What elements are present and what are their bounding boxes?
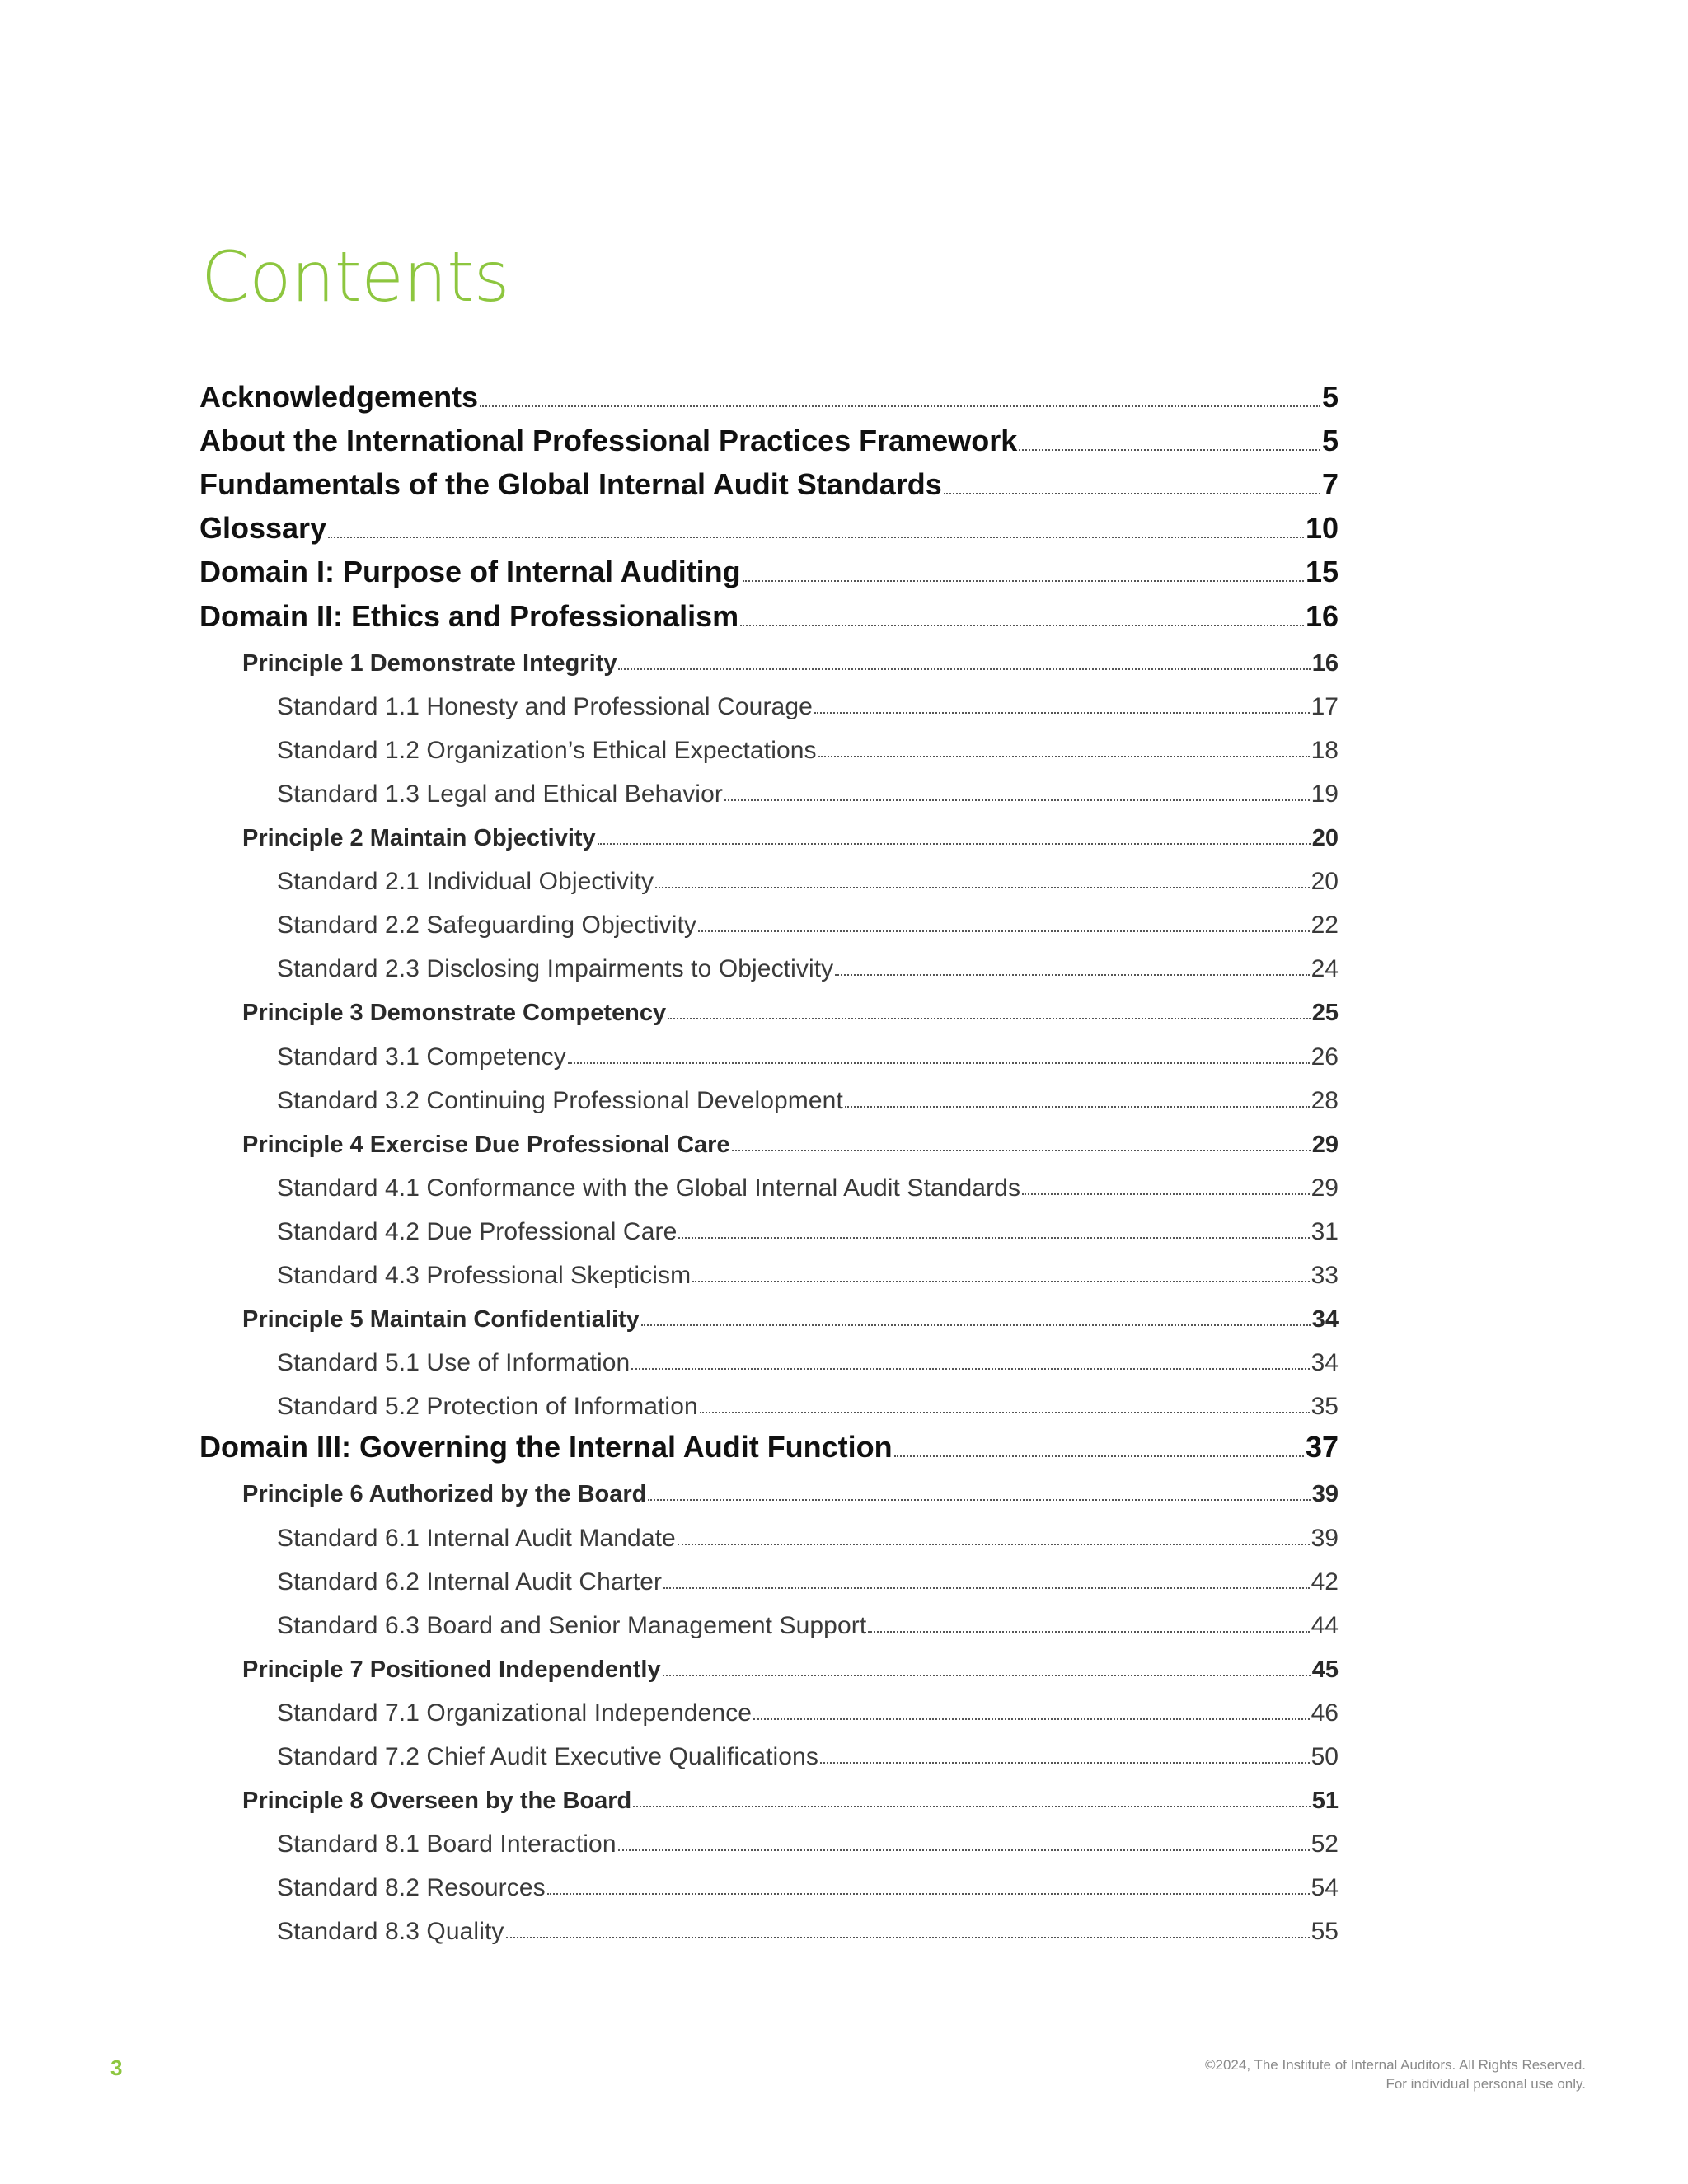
dot-leader xyxy=(818,756,1310,757)
toc-entry-standard[interactable] xyxy=(199,1165,1339,1209)
toc-entry-page-number: 37 xyxy=(1305,1430,1339,1465)
toc-entry-standard[interactable] xyxy=(199,1078,1339,1122)
toc-entry-principle[interactable] xyxy=(199,640,1339,684)
page-number: 3 xyxy=(110,2055,123,2080)
toc-entry-page-number: 39 xyxy=(1311,1524,1339,1552)
toc-entry-label: Standard 6.3 Board and Senior Management Support xyxy=(277,1611,867,1639)
toc-entry-page-number: 34 xyxy=(1311,1306,1339,1333)
toc-entry-page-number: 5 xyxy=(1321,424,1339,458)
toc-entry-label: Principle 6 Authorized by the Board xyxy=(242,1481,647,1508)
dot-leader xyxy=(568,1062,1310,1064)
toc-entry-page-number: 54 xyxy=(1311,1874,1339,1902)
toc-entry-domain[interactable] xyxy=(199,377,1339,421)
toc-entry-label: Standard 2.1 Individual Objectivity xyxy=(277,868,654,896)
dot-leader xyxy=(1019,449,1320,451)
dot-leader xyxy=(678,1544,1310,1545)
copyright-notice xyxy=(1205,2055,1586,2093)
toc-entry-standard[interactable] xyxy=(199,1340,1339,1384)
toc-entry-label: Standard 5.1 Use of Information xyxy=(277,1349,631,1377)
dot-leader xyxy=(700,1412,1310,1413)
toc-entry-standard[interactable] xyxy=(199,1209,1339,1253)
dot-leader xyxy=(820,1762,1310,1764)
toc-entry-label: Standard 1.2 Organization’s Ethical Expectations xyxy=(277,736,817,764)
toc-entry-page-number: 46 xyxy=(1311,1699,1339,1727)
toc-entry-label: Principle 7 Positioned Independently xyxy=(242,1656,661,1683)
copyright-line: ©2024, The Institute of Internal Auditors. All Rights Reserved. xyxy=(1204,2057,1586,2073)
toc-entry-label: Standard 5.2 Protection of Information xyxy=(277,1393,698,1421)
toc-entry-label: Standard 4.2 Due Professional Care xyxy=(277,1217,678,1245)
dot-leader xyxy=(944,493,1320,494)
toc-entry-label: Principle 1 Demonstrate Integrity xyxy=(242,649,617,677)
toc-entry-page-number: 16 xyxy=(1305,598,1339,633)
dot-leader xyxy=(894,1455,1304,1457)
toc-entry-label: Standard 2.2 Safeguarding Objectivity xyxy=(277,912,697,940)
toc-entry-standard[interactable] xyxy=(199,1821,1339,1865)
dot-leader xyxy=(663,1587,1310,1589)
toc-entry-label: Domain III: Governing the Internal Audit Function xyxy=(199,1430,893,1465)
dot-leader xyxy=(740,625,1304,626)
toc-entry-principle[interactable] xyxy=(199,1778,1339,1821)
toc-entry-page-number: 42 xyxy=(1311,1568,1339,1596)
usage-notice: For individual personal use only. xyxy=(1386,2076,1586,2092)
toc-entry-principle[interactable] xyxy=(199,815,1339,859)
toc-entry-label: Acknowledgements xyxy=(199,380,479,415)
toc-entry-label: Domain I: Purpose of Internal Auditing xyxy=(199,555,741,589)
dot-leader xyxy=(868,1631,1309,1633)
toc-entry-page-number: 24 xyxy=(1311,955,1339,983)
toc-entry-standard[interactable] xyxy=(199,1559,1339,1603)
toc-entry-standard[interactable] xyxy=(199,1690,1339,1734)
toc-entry-standard[interactable] xyxy=(199,1515,1339,1558)
toc-entry-page-number: 34 xyxy=(1311,1349,1339,1377)
toc-entry-label: Glossary xyxy=(199,511,327,546)
dot-leader xyxy=(668,1018,1311,1019)
toc-entry-standard[interactable] xyxy=(199,771,1339,815)
dot-leader xyxy=(753,1718,1310,1720)
dot-leader xyxy=(814,712,1310,714)
toc-entry-page-number: 45 xyxy=(1311,1656,1339,1683)
dot-leader xyxy=(547,1893,1310,1895)
toc-entry-standard[interactable] xyxy=(199,1603,1339,1647)
dot-leader xyxy=(618,668,1310,670)
dot-leader xyxy=(648,1499,1310,1501)
dot-leader xyxy=(678,1237,1309,1239)
toc-entry-standard[interactable] xyxy=(199,728,1339,771)
dot-leader xyxy=(732,1150,1311,1151)
dot-leader xyxy=(724,799,1310,801)
page-title: Contents xyxy=(201,237,509,317)
toc-entry-standard[interactable] xyxy=(199,1253,1339,1296)
toc-entry-page-number: 51 xyxy=(1311,1788,1339,1815)
dot-leader xyxy=(698,930,1310,932)
toc-entry-page-number: 52 xyxy=(1311,1830,1339,1858)
toc-entry-label: Domain II: Ethics and Professionalism xyxy=(199,598,739,633)
toc-entry-page-number: 10 xyxy=(1305,511,1339,546)
toc-entry-page-number: 31 xyxy=(1311,1217,1339,1245)
toc-entry-label: Principle 2 Maintain Objectivity xyxy=(242,825,596,852)
toc-entry-page-number: 18 xyxy=(1311,736,1339,764)
toc-entry-label: Standard 2.3 Disclosing Impairments to Objectivity xyxy=(277,955,834,983)
toc-entry-principle[interactable] xyxy=(199,1471,1339,1515)
toc-entry-domain[interactable] xyxy=(199,552,1339,596)
toc-entry-standard[interactable] xyxy=(199,859,1339,902)
toc-entry-page-number: 35 xyxy=(1311,1393,1339,1421)
toc-entry-label: Principle 3 Demonstrate Competency xyxy=(242,1000,667,1027)
toc-entry-page-number: 5 xyxy=(1321,380,1339,415)
toc-entry-principle[interactable] xyxy=(199,1296,1339,1340)
toc-entry-standard[interactable] xyxy=(199,1033,1339,1077)
toc-entry-label: Standard 7.1 Organizational Independence xyxy=(277,1699,753,1727)
dot-leader xyxy=(835,974,1309,976)
toc-entry-page-number: 29 xyxy=(1311,1174,1339,1202)
toc-entry-label: Principle 8 Overseen by the Board xyxy=(242,1788,632,1815)
toc-entry-page-number: 44 xyxy=(1311,1611,1339,1639)
toc-entry-page-number: 28 xyxy=(1311,1086,1339,1114)
toc-entry-label: Standard 8.1 Board Interaction xyxy=(277,1830,617,1858)
toc-entry-standard[interactable] xyxy=(199,946,1339,990)
toc-entry-page-number: 33 xyxy=(1311,1261,1339,1289)
toc-entry-standard[interactable] xyxy=(199,1865,1339,1909)
table-of-contents xyxy=(199,377,1339,1952)
toc-entry-standard[interactable] xyxy=(199,684,1339,728)
toc-entry-principle[interactable] xyxy=(199,1122,1339,1165)
toc-entry-label: Standard 8.2 Resources xyxy=(277,1874,546,1902)
toc-entry-label: About the International Professional Practices Framework xyxy=(199,424,1018,458)
dot-leader xyxy=(480,405,1320,407)
dot-leader xyxy=(743,580,1304,582)
toc-entry-standard[interactable] xyxy=(199,1909,1339,1952)
toc-entry-page-number: 55 xyxy=(1311,1918,1339,1946)
dot-leader xyxy=(692,1281,1309,1282)
toc-entry-page-number: 50 xyxy=(1311,1743,1339,1770)
toc-entry-label: Standard 8.3 Quality xyxy=(277,1918,504,1946)
toc-entry-domain[interactable] xyxy=(199,421,1339,465)
toc-entry-page-number: 17 xyxy=(1311,692,1339,720)
toc-entry-standard[interactable] xyxy=(199,1734,1339,1778)
toc-entry-label: Standard 6.1 Internal Audit Mandate xyxy=(277,1524,676,1552)
toc-entry-label: Fundamentals of the Global Internal Audit Standards xyxy=(199,467,942,502)
toc-entry-label: Standard 1.1 Honesty and Professional Courage xyxy=(277,692,813,720)
toc-entry-page-number: 15 xyxy=(1305,555,1339,589)
toc-entry-standard[interactable] xyxy=(199,902,1339,946)
toc-entry-domain[interactable] xyxy=(199,509,1339,552)
toc-entry-label: Standard 4.1 Conformance with the Global Internal Audit Standards xyxy=(277,1174,1021,1202)
dot-leader xyxy=(845,1106,1310,1108)
toc-entry-domain[interactable] xyxy=(199,596,1339,640)
toc-entry-label: Standard 7.2 Chief Audit Executive Qualifications xyxy=(277,1743,818,1770)
toc-entry-page-number: 19 xyxy=(1311,780,1339,808)
dot-leader xyxy=(663,1675,1311,1676)
toc-entry-page-number: 20 xyxy=(1311,868,1339,896)
toc-entry-label: Standard 4.3 Professional Skepticism xyxy=(277,1261,692,1289)
toc-entry-standard[interactable] xyxy=(199,1384,1339,1427)
toc-entry-page-number: 29 xyxy=(1311,1131,1339,1158)
toc-entry-page-number: 22 xyxy=(1311,912,1339,940)
toc-entry-page-number: 20 xyxy=(1311,825,1339,852)
toc-entry-page-number: 16 xyxy=(1311,649,1339,677)
toc-entry-label: Principle 4 Exercise Due Professional Care xyxy=(242,1131,730,1158)
toc-entry-label: Standard 1.3 Legal and Ethical Behavior xyxy=(277,780,723,808)
toc-entry-page-number: 39 xyxy=(1311,1481,1339,1508)
toc-entry-page-number: 26 xyxy=(1311,1043,1339,1071)
toc-entry-label: Standard 3.1 Competency xyxy=(277,1043,566,1071)
dot-leader xyxy=(633,1806,1311,1807)
dot-leader xyxy=(1022,1193,1310,1195)
dot-leader xyxy=(618,1849,1310,1851)
dot-leader xyxy=(655,887,1310,888)
toc-entry-domain[interactable] xyxy=(199,1427,1339,1471)
toc-entry-page-number: 25 xyxy=(1311,1000,1339,1027)
dot-leader xyxy=(631,1368,1309,1370)
dot-leader xyxy=(598,843,1311,845)
toc-entry-domain[interactable] xyxy=(199,465,1339,509)
toc-entry-label: Standard 3.2 Continuing Professional Development xyxy=(277,1086,843,1114)
toc-entry-principle[interactable] xyxy=(199,1647,1339,1690)
toc-entry-label: Principle 5 Maintain Confidentiality xyxy=(242,1306,640,1333)
dot-leader xyxy=(506,1937,1310,1938)
toc-entry-label: Standard 6.2 Internal Audit Charter xyxy=(277,1568,663,1596)
dot-leader xyxy=(328,537,1304,538)
toc-entry-principle[interactable] xyxy=(199,990,1339,1033)
toc-entry-page-number: 7 xyxy=(1321,467,1339,502)
dot-leader xyxy=(641,1324,1311,1326)
